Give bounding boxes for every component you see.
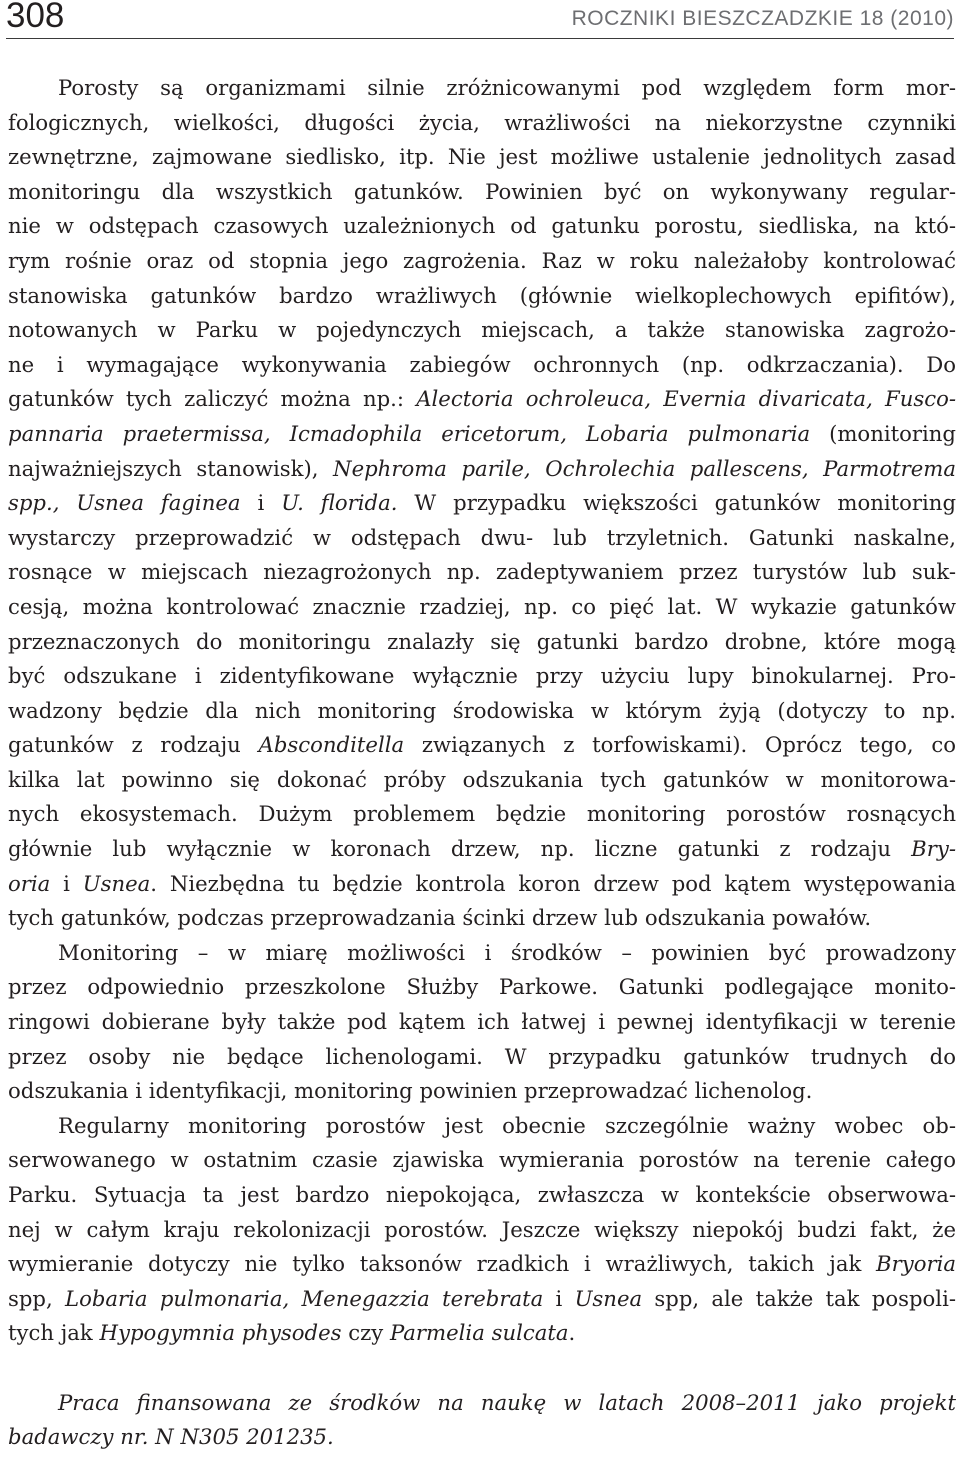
- text-line: [8, 1213, 956, 1248]
- italic-text: Usnea: [82, 870, 151, 896]
- text-line: [8, 279, 956, 314]
- text-line: [8, 1282, 956, 1317]
- text-run: serwowanego w ostatnim czasie zjawiska wymierania porostów na terenie całego: [8, 1147, 956, 1173]
- text-line: [8, 625, 956, 660]
- text-run: przeznaczonych do monitoringu znalazły się gatunki bardzo drobne, które mogą: [8, 628, 956, 654]
- text-run: rosnące w miejscach niezagrożonych np. zadeptywaniem przez turystów lub suk-: [8, 559, 956, 585]
- text-run: i: [543, 1285, 575, 1311]
- text-line: [8, 209, 956, 244]
- text-run: cesją, można kontrolować znacznie rzadziej, np. co pięć lat. W wykazie gatunków: [8, 593, 956, 619]
- page-number: 308: [6, 0, 65, 35]
- page-header: [6, 0, 954, 39]
- text-run: ringowi dobierane były także pod kątem ich łatwej i pewnej identyfikacji w terenie: [8, 1009, 956, 1035]
- text-run: tych gatunków, podczas przeprowadzania ścinki drzew lub odszukania powałów.: [8, 905, 872, 931]
- italic-text: pannaria praetermissa, Icmadophila ericetorum, Lobaria pulmonaria: [8, 420, 811, 446]
- text-run: nej w całym kraju rekolonizacji porostów. Jeszcze większy niepokój budzi fakt, że: [8, 1216, 956, 1242]
- text-line: [8, 486, 956, 521]
- italic-text: Nephroma parile, Ochrolechia pallescens, Parmotrema: [333, 455, 957, 481]
- paragraph-spacer: [8, 1351, 956, 1386]
- text-line: [8, 1178, 956, 1213]
- text-run: spp, ale także tak pospoli-: [642, 1285, 957, 1311]
- text-run: Monitoring – w miarę możliwości i środków – powinien być prowadzony: [58, 939, 956, 965]
- text-run: (monitoring: [810, 420, 956, 446]
- text-line: [8, 1386, 956, 1421]
- text-line: [8, 313, 956, 348]
- text-line: [8, 71, 956, 106]
- italic-text: Lobaria pulmonaria, Menegazzia terebrata: [65, 1285, 544, 1311]
- text-run: związanych z torfowiskami). Oprócz tego, co: [404, 732, 956, 758]
- journal-running-title: ROCZNIKI BIESZCZADZKIE 18 (2010): [571, 7, 954, 30]
- italic-text: Bryoria: [876, 1251, 956, 1277]
- text-run: gatunków tych zaliczyć można np.:: [8, 386, 417, 412]
- text-run: . Niezbędna tu będzie kontrola koron drzew pod kątem występowania: [150, 870, 956, 896]
- text-line: [8, 555, 956, 590]
- text-run: nie w odstępach czasowych uzależnionych od gatunku porostu, siedliska, na któ-: [8, 213, 956, 239]
- text-line: [8, 417, 956, 452]
- text-line: [8, 763, 956, 798]
- text-line: [8, 175, 956, 210]
- text-run: notowanych w Parku w pojedynczych miejscach, a także stanowiska zagrożo-: [8, 317, 956, 343]
- text-line: [8, 452, 956, 487]
- text-line: [8, 1109, 956, 1144]
- italic-text: Alectoria ochroleuca, Evernia divaricata, Fusco-: [416, 386, 956, 412]
- text-run: odszukania i identyfikacji, monitoring powinien przeprowadzać lichenolog.: [8, 1078, 813, 1104]
- text-run: gatunków z rodzaju: [8, 732, 259, 758]
- text-run: wymieranie dotyczy nie tylko taksonów rzadkich i wrażliwych, takich jak: [8, 1251, 877, 1277]
- text-line: [8, 1143, 956, 1178]
- text-run: rym rośnie oraz od stopnia jego zagrożenia. Raz w roku należałoby kontrolować: [8, 247, 956, 273]
- italic-text: Praca finansowana ze środków na naukę w latach 2008–2011 jako projekt: [58, 1389, 956, 1415]
- text-run: stanowiska gatunków bardzo wrażliwych (głównie wielkoplechowych epifitów),: [8, 282, 956, 308]
- text-line: [8, 1247, 956, 1282]
- text-run: czy: [341, 1320, 390, 1346]
- italic-text: Absconditella: [258, 732, 405, 758]
- text-run: .: [568, 1320, 576, 1346]
- text-run: fologicznych, wielkości, długości życia, wrażliwości na niekorzystne czynniki: [8, 109, 956, 135]
- italic-text: Bry-: [911, 836, 956, 862]
- text-line: [8, 1040, 956, 1075]
- text-line: [8, 901, 956, 936]
- text-run: wadzony będzie dla nich monitoring środowiska w którym żyją (dotyczy to np.: [8, 697, 956, 723]
- text-run: najważniejszych stanowisk),: [8, 455, 334, 481]
- text-line: [8, 244, 956, 279]
- text-line: [8, 1316, 956, 1351]
- italic-text: badawczy nr. N N305 201235.: [8, 1424, 334, 1450]
- text-run: i: [50, 870, 83, 896]
- text-run: Regularny monitoring porostów jest obecnie szczególnie ważny wobec ob-: [58, 1112, 956, 1138]
- text-run: wystarczy przeprowadzić w odstępach dwu- lub trzyletnich. Gatunki naskalne,: [8, 524, 956, 550]
- text-line: [8, 590, 956, 625]
- text-line: [8, 970, 956, 1005]
- text-line: [8, 832, 956, 867]
- text-line: [8, 348, 956, 383]
- text-line: [8, 382, 956, 417]
- text-run: i: [240, 490, 282, 516]
- text-run: nych ekosystemach. Dużym problemem będzie monitoring porostów rosnących: [8, 801, 956, 827]
- italic-text: oria: [8, 870, 51, 896]
- text-line: [8, 1420, 956, 1455]
- italic-text: Usnea: [574, 1285, 643, 1311]
- text-line: [8, 1005, 956, 1040]
- text-run: Porosty są organizmami silnie zróżnicowanymi pod względem form mor-: [58, 75, 956, 100]
- text-run: tych jak: [8, 1320, 100, 1346]
- text-run: być odszukane i zidentyfikowane wyłącznie przy użyciu lupy binokularnej. Pro-: [8, 663, 956, 689]
- text-line: [8, 521, 956, 556]
- text-run: ne i wymagające wykonywania zabiegów ochronnych (np. odkrzaczania). Do: [8, 351, 956, 377]
- text-line: [8, 797, 956, 832]
- text-line: [8, 867, 956, 902]
- italic-text: Hypogymnia physodes: [99, 1320, 342, 1346]
- text-run: Parku. Sytuacja ta jest bardzo niepokojąca, zwłaszcza w kontekście obserwowa-: [8, 1182, 956, 1207]
- text-line: [8, 1074, 956, 1109]
- text-run: kilka lat powinno się dokonać próby odszukania tych gatunków w monitorowa-: [8, 766, 956, 792]
- italic-text: Parmelia sulcata: [389, 1320, 569, 1346]
- text-line: [8, 728, 956, 763]
- text-run: przez osoby nie będące lichenologami. W przypadku gatunków trudnych do: [8, 1043, 956, 1069]
- text-run: przez odpowiednio przeszkolone Służby Parkowe. Gatunki podlegające monito-: [8, 974, 956, 1000]
- italic-text: spp., Usnea faginea: [8, 490, 241, 516]
- text-line: [8, 140, 956, 175]
- text-run: zewnętrzne, zajmowane siedlisko, itp. Nie jest możliwe ustalenie jednolitych zasad: [8, 144, 956, 170]
- text-line: [8, 659, 956, 694]
- article-body: [8, 71, 956, 1455]
- italic-text: U. florida.: [281, 490, 398, 516]
- text-run: monitoringu dla wszystkich gatunków. Powinien być on wykonywany regular-: [8, 178, 956, 204]
- text-line: [8, 106, 956, 141]
- text-line: [8, 694, 956, 729]
- text-run: W przypadku większości gatunków monitoring: [397, 490, 957, 516]
- text-line: [8, 936, 956, 971]
- text-run: głównie lub wyłącznie w koronach drzew, np. liczne gatunki z rodzaju: [8, 836, 912, 862]
- text-run: spp,: [8, 1285, 65, 1311]
